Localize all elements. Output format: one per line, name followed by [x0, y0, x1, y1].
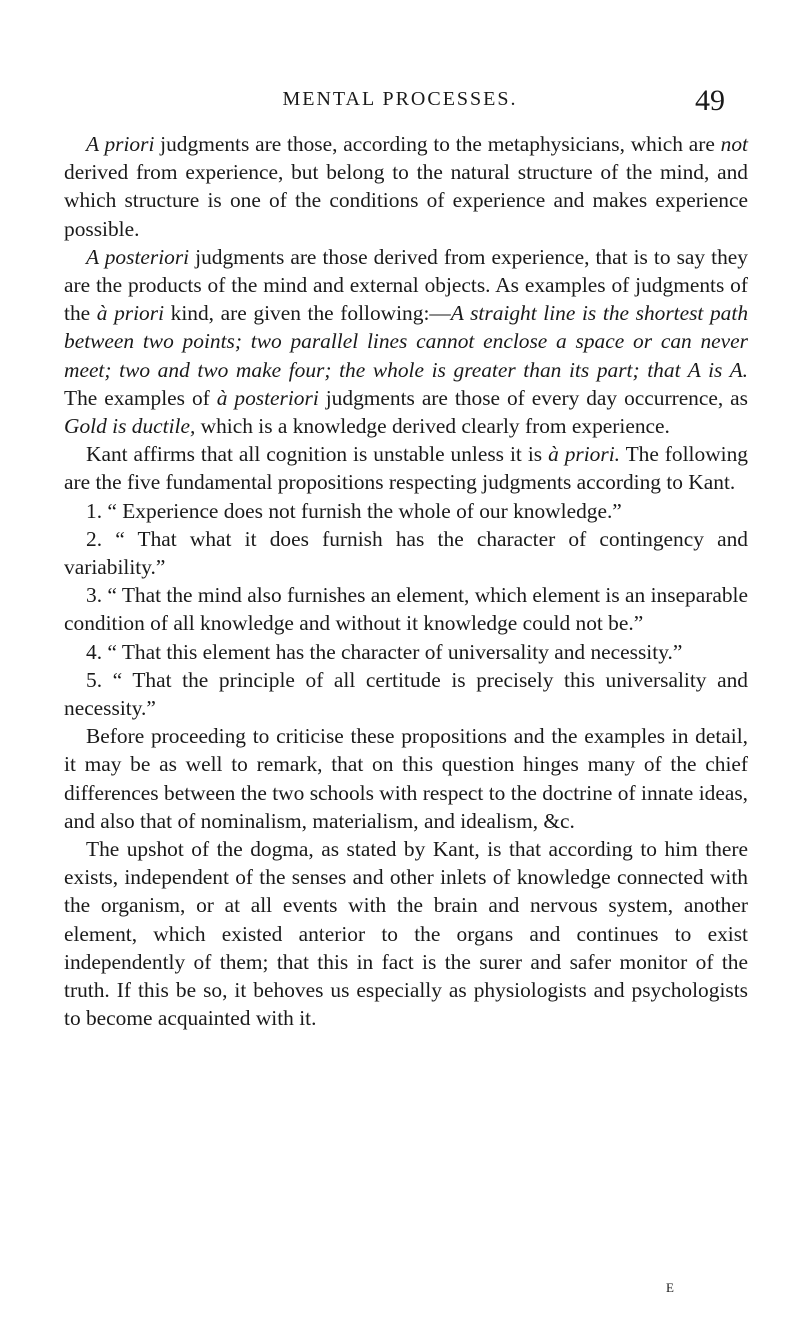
italic-text: A posteriori	[86, 244, 190, 269]
text-run: which is a knowledge derived clearly from experience.	[195, 414, 670, 439]
text-run: 2. “ That what it does furnish has the character of contingency and variability.”	[64, 526, 748, 580]
paragraph	[64, 581, 748, 637]
text-run: 3. “ That the mind also furnishes an element, which element is an inseparable condition of all knowledge and without it knowledge could not be.”	[64, 583, 748, 636]
running-title: MENTAL PROCESSES.	[282, 88, 518, 110]
italic-text: à priori.	[548, 442, 620, 467]
page-number: 49	[695, 84, 725, 117]
paragraph	[64, 130, 748, 243]
paragraph	[64, 835, 748, 1032]
paragraph	[64, 497, 748, 525]
text-run: The following are the five fundamental propositions respecting judgments according to Kant.	[64, 442, 748, 495]
text-run: The examples of	[64, 385, 217, 410]
italic-text: A straight line is the shortest path between two points; two parallel lines cannot enclose a space or can never meet; two and two make four; the whole is greater than its part; that A is A.	[64, 301, 749, 382]
signature-mark: E	[666, 1280, 674, 1295]
text-run: 5. “ That the principle of all certitude is precisely this universality and necessity.”	[64, 667, 748, 721]
body-text	[64, 130, 748, 1033]
italic-text: Gold is ductile,	[64, 414, 196, 439]
text-run: derived from experience, but belong to the natural structure of the mind, and which structure is one of the conditions of experience and makes experience possible.	[64, 160, 748, 241]
paragraph	[64, 638, 748, 666]
text-run: judgments are those derived from experience, that is to say they are the products of the mind and external objects. As examples of judgments of the	[64, 244, 748, 326]
text-run: Before proceeding to criticise these propositions and the examples in detail, it may be as well to remark, that on this question hinges many of the chief differences between the two schools with respect to the doctrine of innate ideas, and also that of nominalism, materialism, and idealism, &c.	[64, 724, 748, 833]
text-run: 4. “ That this element has the character of universality and necessity.”	[86, 639, 683, 664]
text-run: kind, are given the following:—	[164, 301, 451, 326]
text-run: 1. “ Experience does not furnish the whole of our knowledge.”	[86, 498, 622, 523]
text-run: judgments are those, according to the metaphysicians, which are	[154, 132, 721, 156]
text-run: Kant affirms that all cognition is unstable unless it is	[86, 442, 549, 467]
text-run: judgments are those of every day occurrence, as	[318, 385, 748, 410]
running-head	[0, 84, 800, 120]
paragraph	[64, 440, 748, 496]
paragraph	[64, 722, 748, 835]
italic-text: A priori	[86, 132, 155, 156]
paragraph	[64, 666, 748, 722]
paragraph	[64, 525, 748, 581]
italic-text: à priori	[96, 301, 165, 326]
text-run: The upshot of the dogma, as stated by Kant, is that according to him there exists, independent of the senses and other inlets of knowledge connected with the organism, or at all events with the brain and nervous system, another element, which existed anterior to the organs and continues to exist independently of them; that this in fact is the surer and safer monitor of the truth. If this be so, it behoves us especially as physiologists and psychologists to become acquainted with it.	[64, 837, 748, 1031]
paragraph	[64, 243, 748, 440]
italic-text: not	[720, 132, 748, 156]
italic-text: à posteriori	[216, 385, 319, 410]
